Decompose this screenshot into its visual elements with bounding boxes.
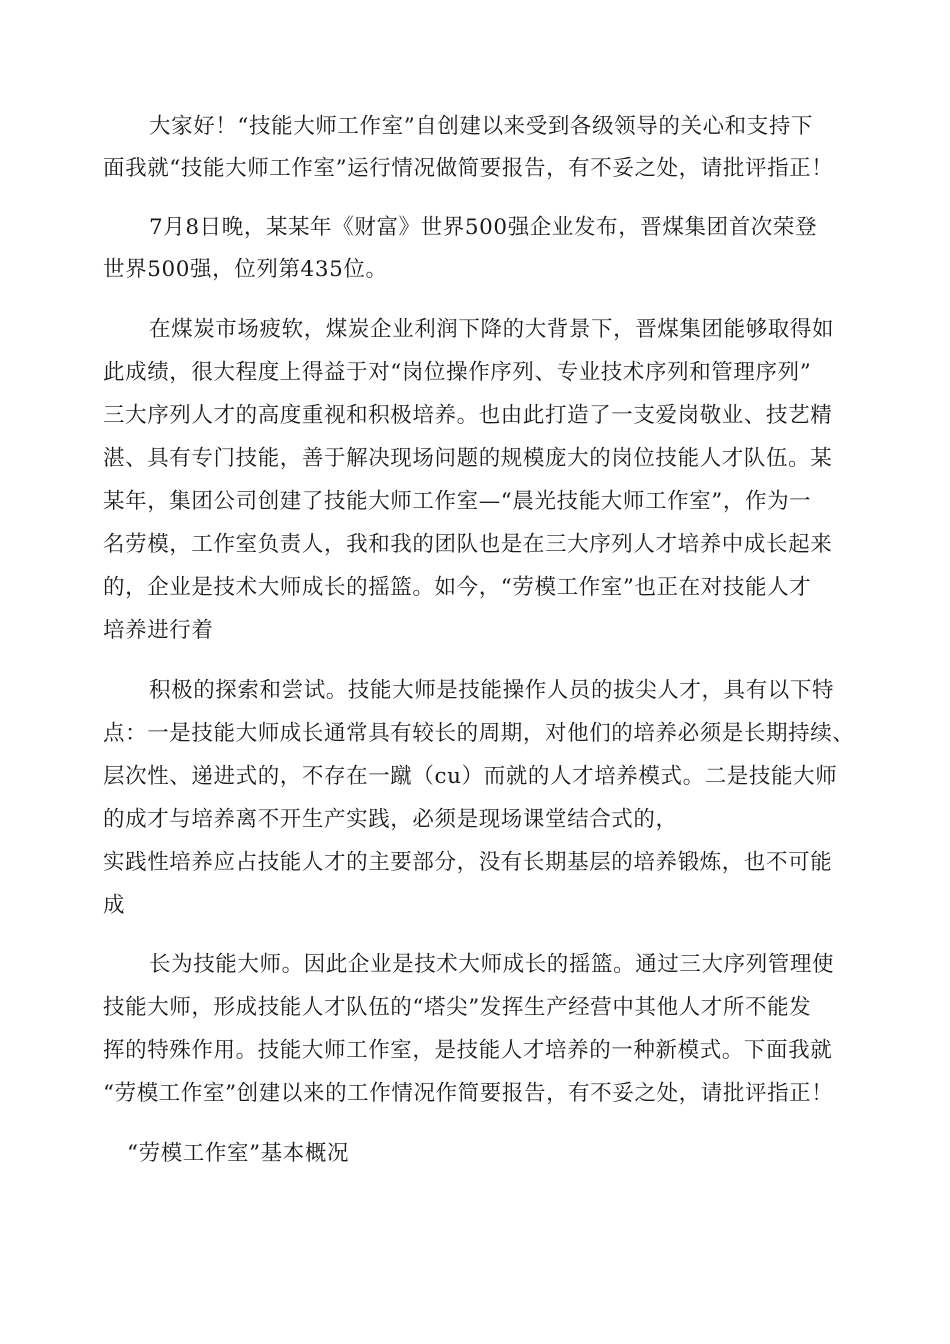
text-line: 三大序列人才的高度重视和积极培养。也由此打造了一支爱岗敬业、技艺精 (103, 403, 833, 428)
text-line: 技能大师，形成技能人才队伍的“塔尖”发挥生产经营中其他人才所不能发 (103, 995, 812, 1020)
text-line: 面我就“技能大师工作室”运行情况做简要报告，有不妥之处，请批评指正！ (103, 156, 834, 181)
text-line: 大家好！“技能大师工作室”自创建以来受到各级领导的关心和支持下 (149, 114, 814, 139)
text-line: 湛、具有专门技能，善于解决现场问题的规模庞大的岗位技能人才队伍。某 (103, 446, 833, 471)
text-line: 挥的特殊作用。技能大师工作室，是技能人才培养的一种新模式。下面我就 (103, 1038, 833, 1063)
text-line: 培养进行着 (103, 618, 214, 643)
section-heading-text: “劳模工作室”基本概况 (127, 1141, 350, 1166)
text-line: 世界500强，位列第435位。 (103, 257, 388, 282)
text-line: “劳模工作室”创建以来的工作情况作简要报告，有不妥之处，请批评指正！ (103, 1081, 834, 1106)
text-line: 名劳模，工作室负责人，我和我的团队也是在三大序列人才培养中成长起来 (103, 532, 833, 557)
text-line: 点：一是技能大师成长通常具有较长的周期，对他们的培养必须是长期持续、 (103, 721, 855, 746)
text-line: 在煤炭市场疲软，煤炭企业利润下降的大背景下，晋煤集团能够取得如 (149, 317, 835, 342)
text-line: 此成绩，很大程度上得益于对“岗位操作序列、专业技术序列和管理序列” (103, 360, 812, 385)
text-line: 层次性、递进式的，不存在一蹴（cu）而就的人才培养模式。二是技能大师 (103, 764, 838, 789)
text-line: 的，企业是技术大师成长的摇篮。如今，“劳模工作室”也正在对技能人才 (103, 575, 812, 600)
text-line: 7月8日晚，某某年《财富》世界500强企业发布，晋煤集团首次荣登 (149, 215, 818, 240)
text-line: 长为技能大师。因此企业是技术大师成长的摇篮。通过三大序列管理使 (149, 952, 835, 977)
text-line: 实践性培养应占技能人才的主要部分，没有长期基层的培养锻炼，也不可能 (103, 850, 833, 875)
text-line: 的成才与培养离不开生产实践，必须是现场课堂结合式的， (103, 807, 678, 832)
text-line: 积极的探索和尝试。技能大师是技能操作人员的拔尖人才，具有以下特 (149, 678, 835, 703)
text-line: 某年，集团公司创建了技能大师工作室—“晨光技能大师工作室”，作为一 (103, 489, 812, 514)
text-line: 成 (103, 893, 126, 918)
